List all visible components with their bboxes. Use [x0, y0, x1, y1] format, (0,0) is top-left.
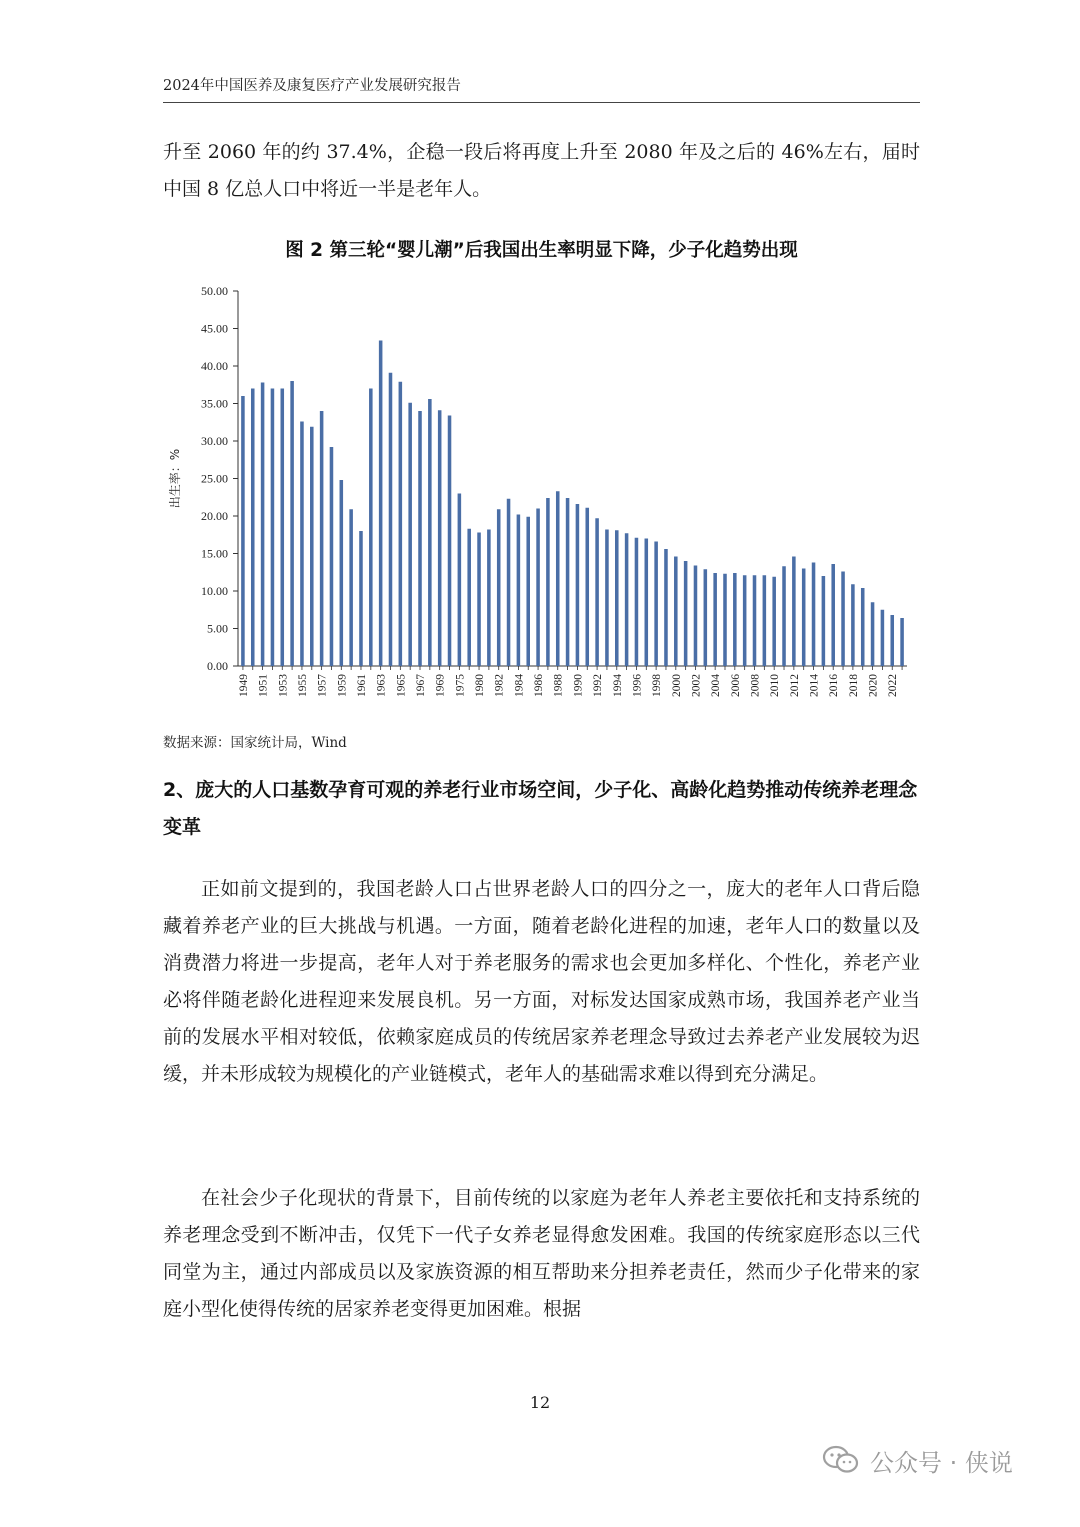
x-tick-label: 1982: [493, 674, 506, 697]
bar-2018: [851, 584, 855, 666]
y-tick-label: 35.00: [201, 396, 228, 411]
bar-1998: [654, 542, 658, 667]
bar-2001: [684, 561, 688, 666]
x-tick-label: 2016: [828, 674, 841, 697]
y-tick-label: 40.00: [201, 359, 228, 373]
bar-2000: [674, 557, 678, 667]
bar-1953: [281, 389, 285, 667]
bar-1970: [448, 416, 452, 667]
section-heading: 2、庞大的人口基数孕育可观的养老行业市场空间，少子化、高龄化趋势推动传统养老理念变革: [163, 779, 918, 838]
bar-1958: [330, 447, 334, 666]
body-paragraph-1: 正如前文提到的，我国老龄人口占世界老龄人口的四分之一，庞大的老年人口背后隐藏着养老产业的巨大挑战与机遇。一方面，随着老龄化进程的加速，老年人口的数量以及消费潜力将进一步提高，老年人对于养老服务的需求也会更加多样化、个性化，养老产业必将伴随老龄化进程迎来发展良机。另一方面，对标发达国家成熟市场，我国养老产业当前的发展水平相对较低，依赖家庭成员的传统居家养老理念导致过去养老产业发展较为迟缓，并未形成较为规模化的产业链模式，老年人的基础需求难以得到充分满足。: [163, 878, 920, 1085]
bar-1966: [408, 403, 412, 666]
x-tick-label: 1965: [395, 674, 408, 697]
bar-2004: [713, 573, 717, 666]
bar-1996: [635, 538, 639, 666]
bar-1978: [467, 529, 471, 666]
bar-1951: [261, 383, 265, 667]
bar-1993: [605, 530, 609, 667]
bar-1961: [359, 531, 363, 666]
watermark: [822, 1440, 1062, 1480]
bar-1994: [615, 530, 619, 666]
x-tick-label: 1955: [296, 674, 309, 697]
bar-2008: [753, 575, 757, 666]
x-tick-label: 1959: [336, 674, 349, 697]
bar-1989: [566, 498, 570, 666]
bar-2007: [743, 575, 747, 666]
x-tick-label: 1996: [631, 674, 644, 697]
bar-1981: [487, 530, 491, 667]
x-tick-label: 1992: [592, 674, 605, 697]
bar-2016: [831, 564, 835, 666]
bar-1968: [428, 399, 432, 666]
x-tick-label: 1988: [552, 674, 565, 697]
x-tick-label: 2018: [847, 674, 860, 697]
bar-2005: [723, 574, 727, 666]
bar-1984: [517, 515, 521, 667]
bar-2012: [792, 557, 796, 667]
x-tick-label: 1975: [454, 674, 467, 697]
bar-1960: [349, 509, 353, 666]
x-tick-label: 2008: [749, 674, 762, 697]
bar-1950: [251, 389, 255, 667]
x-tick-label: 2002: [690, 674, 703, 697]
x-tick-label: 1984: [513, 674, 526, 697]
bar-1952: [271, 389, 275, 667]
x-tick-label: 2020: [867, 674, 880, 697]
bar-2017: [841, 572, 845, 667]
bar-1955: [300, 422, 304, 667]
x-tick-label: 1980: [474, 674, 487, 697]
x-tick-label: 1957: [316, 674, 329, 697]
x-tick-label: 2004: [710, 674, 723, 697]
x-tick-label: 1953: [277, 674, 290, 697]
bar-1957: [320, 411, 324, 666]
y-tick-label: 10.00: [201, 584, 228, 598]
bar-2002: [694, 566, 698, 667]
x-tick-label: 1990: [572, 674, 585, 697]
bar-1967: [418, 411, 422, 666]
bar-1988: [556, 491, 560, 666]
figure-title: 图 2 第三轮“婴儿潮”后我国出生率明显下降，少子化趋势出现: [285, 240, 798, 261]
bar-1959: [340, 480, 344, 666]
x-tick-label: 2022: [887, 674, 900, 697]
x-tick-label: 1986: [533, 674, 546, 697]
bar-1982: [497, 509, 501, 666]
y-tick-label: 5.00: [207, 621, 228, 636]
bar-2011: [782, 566, 786, 666]
bar-1992: [595, 518, 599, 666]
bar-2010: [772, 577, 776, 666]
bar-1985: [526, 517, 530, 666]
y-axis-label: 出生率：%: [168, 448, 182, 509]
y-tick-label: 25.00: [201, 471, 228, 486]
bar-1949: [241, 396, 245, 666]
x-tick-label: 1961: [355, 674, 368, 697]
bar-1983: [507, 499, 511, 666]
bar-2015: [822, 576, 826, 666]
y-tick-label: 30.00: [201, 434, 228, 448]
y-tick-label: 45.00: [201, 321, 228, 336]
x-tick-label: 2000: [670, 674, 683, 697]
x-tick-label: 2006: [729, 674, 742, 697]
y-tick-label: 50.00: [201, 284, 228, 298]
bar-1962: [369, 389, 373, 667]
x-tick-label: 2010: [769, 674, 782, 697]
bar-1964: [389, 373, 393, 666]
bar-1954: [290, 381, 294, 666]
x-tick-label: 1998: [651, 674, 664, 697]
bar-1986: [536, 509, 540, 667]
y-tick-label: 20.00: [201, 509, 228, 523]
x-tick-label: 1951: [257, 674, 270, 697]
x-tick-label: 1949: [237, 674, 250, 697]
bar-2023: [900, 618, 904, 666]
y-tick-label: 0.00: [207, 659, 228, 673]
bar-1975: [458, 494, 462, 667]
x-tick-label: 1994: [611, 674, 624, 697]
bar-1997: [645, 539, 649, 667]
page-header: 2024年中国医养及康复医疗产业发展研究报告: [163, 74, 920, 103]
bar-1963: [379, 341, 383, 667]
page-number: 12: [529, 1393, 551, 1412]
bar-1995: [625, 533, 629, 666]
bar-1987: [546, 498, 550, 666]
intro-paragraph: 升至 2060 年的约 37.4%，企稳一段后将再度上升至 2080 年及之后的 46%左右，届时中国 8 亿总人口中将近一半是老年人。: [163, 141, 920, 200]
bar-2003: [704, 569, 708, 666]
source-note: 数据来源：国家统计局，Wind: [163, 735, 347, 751]
bar-1969: [438, 410, 442, 666]
x-tick-label: 2012: [788, 674, 801, 697]
x-tick-label: 1969: [434, 674, 447, 697]
bar-2014: [812, 563, 816, 667]
x-tick-label: 1963: [375, 674, 388, 697]
birth-rate-bar-chart: [163, 278, 920, 718]
bar-2009: [763, 575, 767, 666]
bar-1999: [664, 549, 668, 666]
bar-2021: [881, 610, 885, 666]
bar-2019: [861, 588, 865, 666]
bar-1991: [585, 508, 589, 666]
bar-2006: [733, 573, 737, 666]
x-tick-label: 1967: [415, 674, 428, 697]
bar-2022: [890, 615, 894, 666]
bar-1980: [477, 533, 481, 667]
y-tick-label: 15.00: [201, 546, 228, 561]
bar-2013: [802, 569, 806, 667]
bar-1990: [576, 504, 580, 666]
bar-1965: [399, 382, 403, 666]
wechat-icon: [822, 1444, 860, 1476]
watermark-text: 公众号 · 侠说: [870, 1448, 1013, 1477]
bar-2020: [871, 602, 875, 666]
x-tick-label: 2014: [808, 674, 821, 697]
body-paragraph-2: 在社会少子化现状的背景下，目前传统的以家庭为老年人养老主要依托和支持系统的养老理念受到不断冲击，仅凭下一代子女养老显得愈发困难。我国的传统家庭形态以三代同堂为主，通过内部成员以及家族资源的相互帮助来分担养老责任，然而少子化带来的家庭小型化使得传统的居家养老变得更加困难。根据: [163, 1187, 920, 1320]
bar-1956: [310, 427, 314, 666]
